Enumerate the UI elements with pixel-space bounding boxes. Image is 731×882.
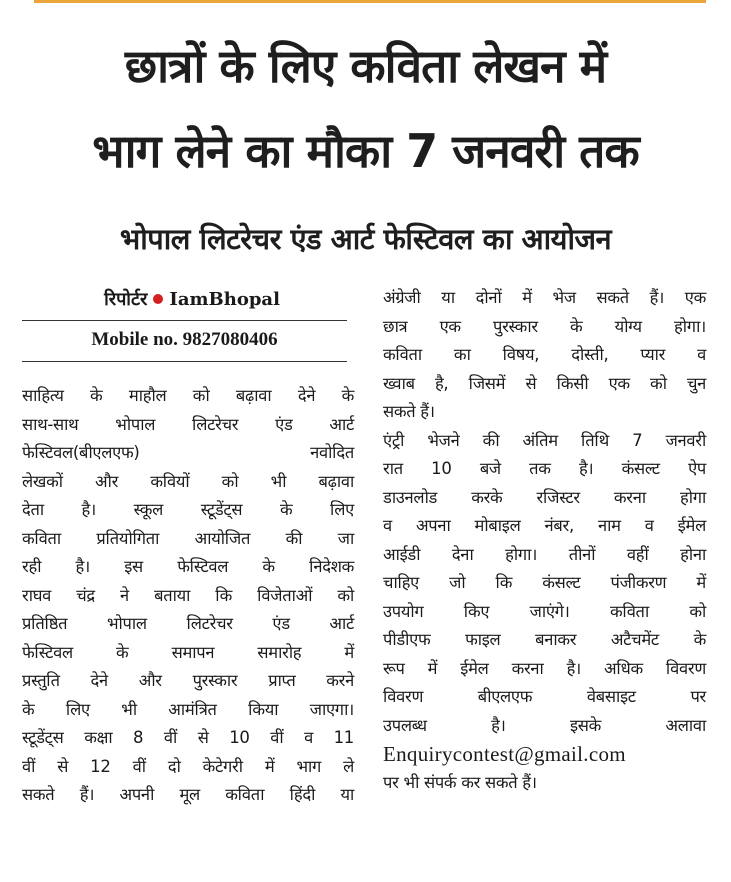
text-line: उपलब्ध है। इसके अलावा bbox=[383, 715, 706, 735]
text-line: रूप में ईमेल करना है। अधिक विवरण bbox=[383, 658, 706, 678]
text-line: लेखकों और कवियों को भी बढ़ावा bbox=[22, 471, 354, 491]
text-line: सकते हैं। bbox=[383, 402, 435, 421]
text-line: डाउनलोड करके रजिस्टर करना होगा bbox=[383, 487, 706, 507]
mobile-number: Mobile no. 9827080406 bbox=[91, 329, 278, 350]
text-line: राघव चंद्र ने बताया कि विजेताओं को bbox=[22, 585, 354, 605]
text-line: स्टूडेंट्स कक्षा 8 वीं से 10 वीं व 11 bbox=[22, 728, 354, 747]
text-line: फेस्टिवल के समापन समारोह में bbox=[22, 642, 354, 662]
text-line: देता है। स्कूल स्टूडेंट्स के लिए bbox=[22, 500, 354, 519]
text-line: पर भी संपर्क कर सकते हैं। bbox=[383, 772, 537, 792]
article-left-column bbox=[22, 382, 354, 810]
text-line: कविता का विषय, दोस्ती, प्यार व bbox=[383, 345, 706, 364]
text-line: साथ-साथ भोपाल लिटरेचर एंड आर्ट bbox=[22, 414, 354, 434]
text-line: रही है। इस फेस्टिवल के निदेशक bbox=[22, 557, 354, 576]
headline-line-1: छात्रों के लिए कविता लेखन में bbox=[124, 39, 607, 93]
subheadline: भोपाल लिटरेचर एंड आर्ट फेस्टिवल का आयोजन bbox=[119, 222, 612, 256]
contact-email: Enquirycontest@gmail.com bbox=[383, 742, 626, 766]
text-line: प्रतिष्ठित भोपाल लिटरेचर एंड आर्ट bbox=[22, 614, 354, 633]
text-line: प्रस्तुति देने और पुरस्कार प्राप्त करने bbox=[22, 671, 354, 690]
text-line: उपयोग किए जाएंगे। कविता को bbox=[383, 601, 706, 621]
text-line: विवरण बीएलएफ वेबसाइट पर bbox=[383, 687, 706, 706]
text-line: अंग्रेजी या दोनों में भेज सकते हैं। एक bbox=[383, 288, 706, 307]
text-line: व अपना मोबाइल नंबर, नाम व ईमेल bbox=[383, 516, 706, 535]
byline-divider-top bbox=[22, 320, 347, 321]
text-line: पीडीएफ फाइल बनाकर अटैचमेंट के bbox=[383, 630, 706, 649]
text-line: फेस्टिवल(बीएलएफ) नवोदित bbox=[22, 443, 354, 462]
byline-source: IamBhopal bbox=[169, 289, 280, 310]
reporter-label: रिपोर्टर bbox=[104, 289, 148, 310]
article-right-column bbox=[383, 284, 706, 797]
text-line: रात 10 बजे तक है। कंसल्ट ऐप bbox=[383, 459, 706, 478]
text-line: सकते हैं। अपनी मूल कविता हिंदी या bbox=[22, 785, 354, 804]
text-line: वीं से 12 वीं दो केटेगरी में भाग ले bbox=[22, 756, 354, 776]
text-line: कविता प्रतियोगिता आयोजित की जा bbox=[22, 528, 354, 548]
bullet-dot-icon bbox=[153, 294, 163, 304]
top-accent-rule bbox=[34, 0, 706, 3]
text-line: चाहिए जो कि कंसल्ट पंजीकरण में bbox=[383, 573, 706, 592]
text-line: छात्र एक पुरस्कार के योग्य होगा। bbox=[383, 316, 706, 336]
text-line: आईडी देना होगा। तीनों वहीं होना bbox=[383, 544, 706, 564]
byline-divider-bottom bbox=[22, 361, 347, 362]
text-line: साहित्य के माहौल को बढ़ावा देने के bbox=[22, 386, 354, 405]
headline-line-2: भाग लेने का मौका 7 जनवरी तक bbox=[92, 124, 639, 178]
text-line: एंट्री भेजने की अंतिम तिथि 7 जनवरी bbox=[383, 430, 706, 450]
text-line: ख्वाब है, जिसमें से किसी एक को चुन bbox=[383, 373, 706, 393]
byline bbox=[42, 288, 342, 312]
text-line: के लिए भी आमंत्रित किया जाएगा। bbox=[22, 699, 354, 719]
